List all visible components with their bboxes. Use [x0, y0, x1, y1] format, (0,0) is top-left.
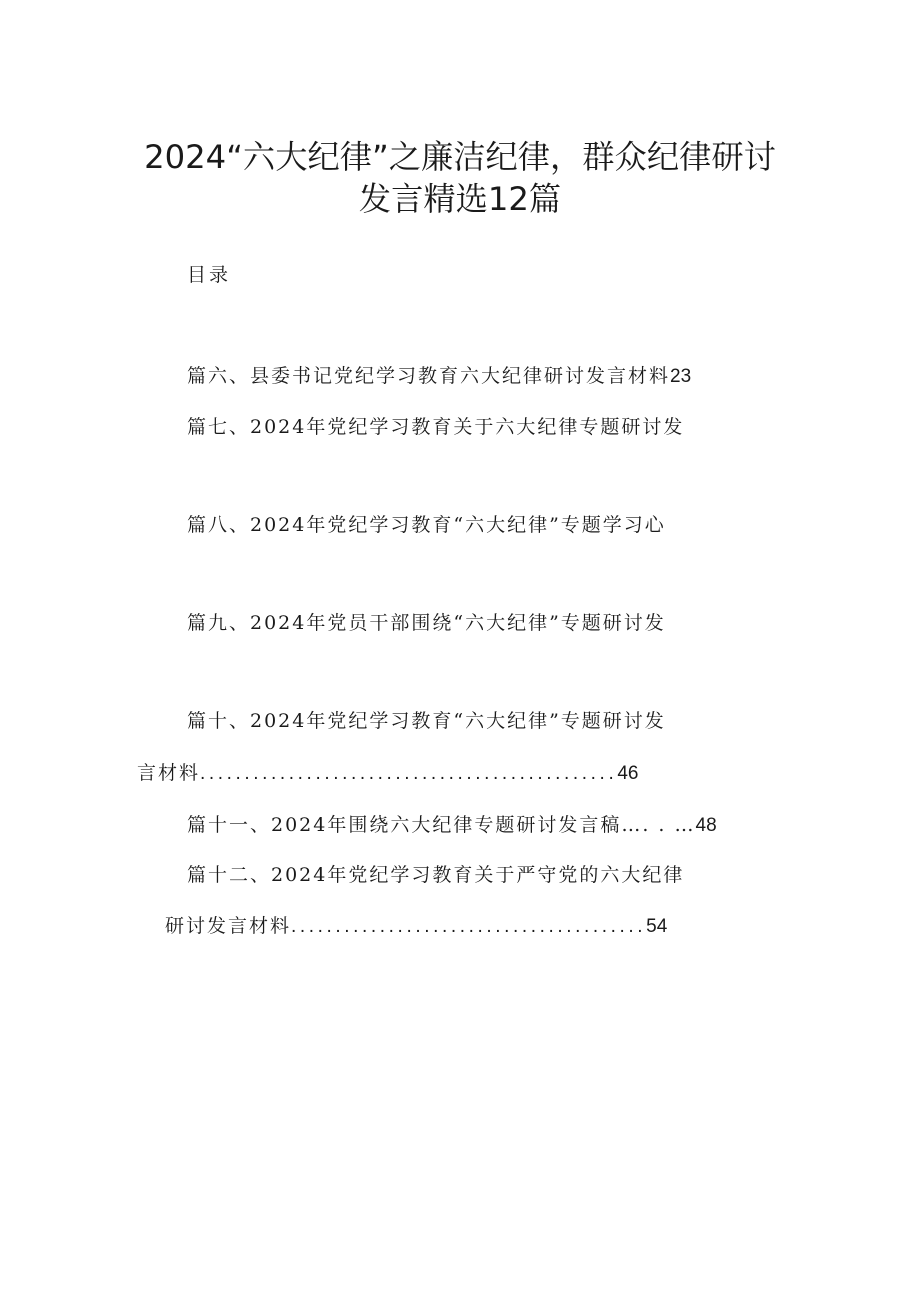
toc-entry-10-continued[interactable] — [137, 760, 638, 787]
toc-entry-6[interactable] — [187, 363, 691, 390]
toc-entry-9-text: 篇九、2024年党员干部围绕“六大纪律”专题研讨发 — [187, 612, 666, 634]
toc-entry-11-page: 48 — [695, 815, 717, 836]
toc-entry-9[interactable] — [187, 610, 666, 636]
toc-heading: 目录 — [187, 264, 232, 286]
toc-entry-12-text: 篇十二、2024年党纪学习教育关于严守党的六大纪律 — [187, 864, 685, 886]
toc-entry-7[interactable] — [187, 414, 684, 440]
toc-entry-12-page: 54 — [646, 916, 668, 937]
toc-entry-8-text: 篇八、2024年党纪学习教育“六大纪律”专题学习心 — [187, 514, 666, 536]
toc-entry-12-continued-text: 研讨发言材料 — [165, 915, 292, 937]
toc-entry-11[interactable] — [187, 812, 717, 839]
toc-entry-6-page: 23 — [670, 366, 692, 387]
document-title-line-2: 发言精选12篇 — [358, 180, 562, 218]
toc-entry-8[interactable] — [187, 512, 666, 538]
toc-entry-10-page: 46 — [617, 763, 639, 784]
toc-entry-12-continued[interactable] — [165, 913, 667, 940]
toc-entry-12[interactable] — [187, 862, 684, 888]
toc-leader-dots: ............................................... — [200, 763, 618, 784]
toc-entry-10-text: 篇十、2024年党纪学习教育“六大纪律”专题研讨发 — [187, 710, 666, 732]
toc-entry-11-text: 篇十一、2024年围绕六大纪律专题研讨发言稿…. . … — [187, 814, 696, 836]
toc-entry-10[interactable] — [187, 708, 666, 734]
document-title-line-1: 2024“六大纪律”之廉洁纪律，群众纪律研讨 — [144, 138, 776, 176]
toc-entry-10-continued-text: 言材料 — [137, 762, 201, 784]
toc-leader-dots: ........................................ — [291, 916, 647, 937]
toc-entry-6-text: 篇六、县委书记党纪学习教育六大纪律研讨发言材料 — [187, 365, 671, 387]
toc-entry-7-text: 篇七、2024年党纪学习教育关于六大纪律专题研讨发 — [187, 416, 685, 438]
document-title — [0, 136, 920, 220]
